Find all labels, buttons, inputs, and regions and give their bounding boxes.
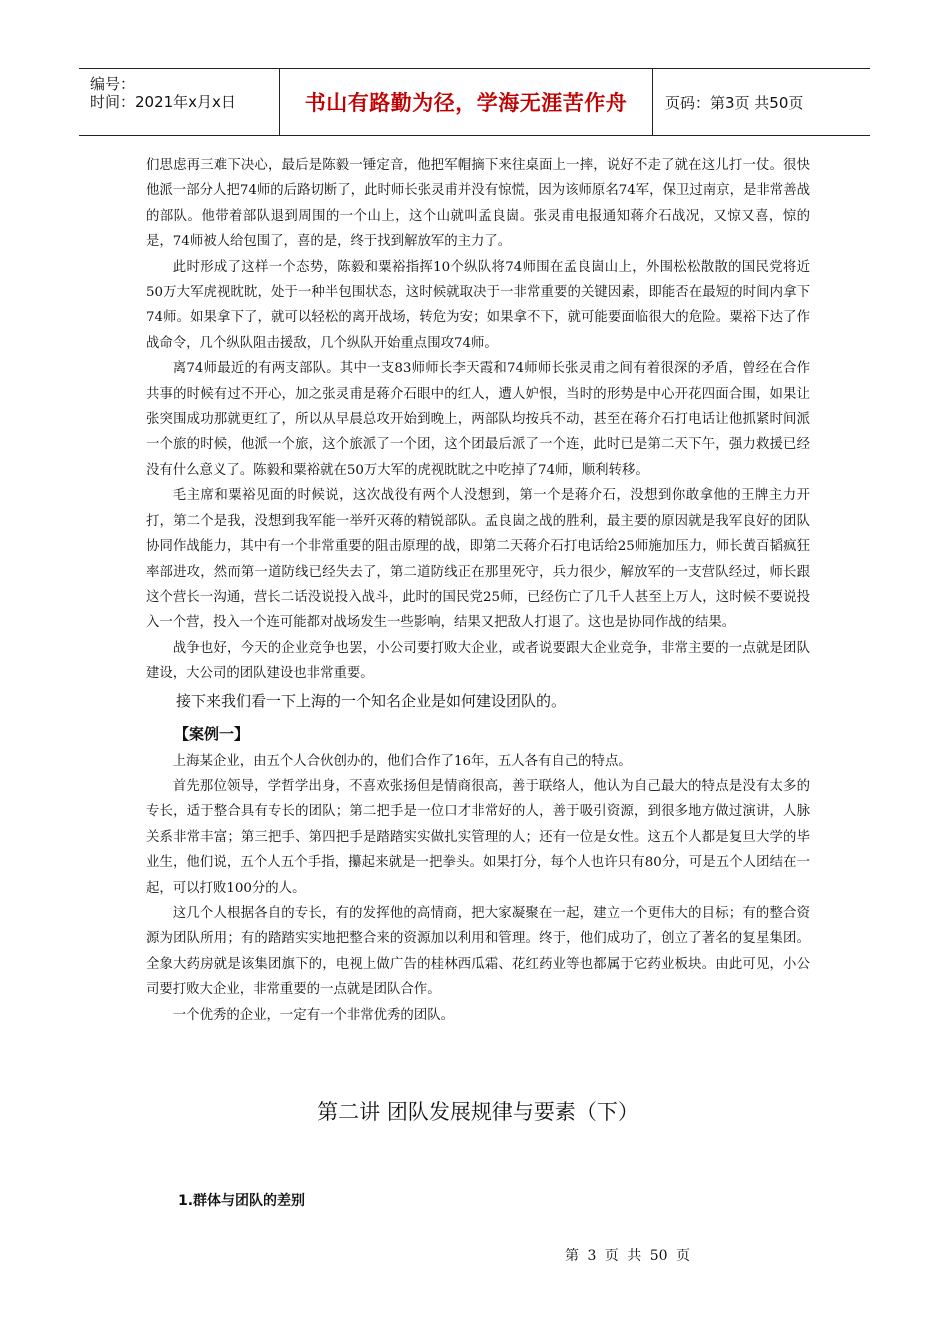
header-page-info: 页码：第3页 共50页 bbox=[665, 93, 804, 112]
body-paragraph: 们思虑再三难下决心，最后是陈毅一锤定音，他把军帽摘下来往桌面上一摔，说好不走了就在这儿打一仗。很快他派一部分人把74师的后路切断了，此时师长张灵甫并没有惊慌，因为该师原名74军，保卫过南京，是非常善战的部队。他带着部队退到周围的一个山上，这个山就叫孟良崮。张灵甫电报通知蒋介石战况，又惊又喜，惊的是，74师被人给包围了，喜的是，终于找到解放军的主力了。 bbox=[146, 158, 810, 250]
header-table bbox=[79, 68, 870, 136]
document-body bbox=[146, 153, 810, 1028]
body-paragraph: 此时形成了这样一个态势，陈毅和粟裕指挥10个纵队将74师围在孟良崮山上，外围松松散散的国民党将近50万大军虎视眈眈，处于一种半包围状态，这时候就取决于一非常重要的关键因素，即能否在最短的时间内拿下74师。如果拿下了，就可以轻松的离开战场，转危为安；如果拿不下，就可能要面临很大的危险。粟裕下达了作战命令，几个纵队阻击援敌，几个纵队开始重点围攻74师。 bbox=[146, 259, 810, 351]
case-paragraph: 一个优秀的企业，一定有一个非常优秀的团队。 bbox=[172, 1007, 454, 1023]
number-label: 编号： bbox=[90, 75, 136, 93]
body-paragraph: 战争也好，今天的企业竞争也罢，小公司要打败大企业，或者说要跟大企业竞争，非常主要的一点就是团队建设，大公司的团队建设也非常重要。 bbox=[146, 640, 810, 682]
lecture-title: 第二讲 团队发展规律与要素（下） bbox=[317, 1100, 639, 1124]
case-paragraph: 首先那位领导，学哲学出身，不喜欢张扬但是情商很高，善于联络人，他认为自己最大的特点是没有太多的专长，适于整合具有专长的团队；第二把手是一位口才非常好的人，善于吸引资源，到很多地方做过演讲，人脉关系非常丰富；第三把手、第四把手是踏踏实实做扎实管理的人；还有一位是女性。这五个人都是复旦大学的毕业生，他们说，五个人五个手指，攥起来就是一把拳头。如果打分，每个人也许只有80分，可是五个人团结在一起，可以打败100分的人。 bbox=[146, 778, 810, 896]
case-title: 【案例一】 bbox=[174, 724, 250, 743]
header-left-cell bbox=[79, 69, 280, 135]
header-motto: 书山有路勤为径，学海无涯苦作舟 bbox=[280, 69, 653, 135]
body-paragraph: 离74师最近的有两支部队。其中一支83师师长李天霞和74师师长张灵甫之间有着很深的矛盾，曾经在合作共事的时候有过不开心，加之张灵甫是蒋介石眼中的红人，遭人妒恨，当时的形势是中心开花四面合围，如果让张突围成功那就更红了，所以从早晨总攻开始到晚上，两部队均按兵不动，甚至在蒋介石打电话让他抓紧时间派一个旅的时候，他派一个旅，这个旅派了一个团，这个团最后派了一个连，此时已是第二天下午，强力救援已经没有什么意义了。陈毅和粟裕就在50万大军的虎视眈眈之中吃掉了74师，顺利转移。 bbox=[146, 361, 810, 478]
time-label: 时间：2021年x月x日 bbox=[90, 93, 236, 111]
body-paragraph: 毛主席和粟裕见面的时候说，这次战役有两个人没想到，第一个是蒋介石，没想到你敢拿他的王牌主力开打，第二个是我，没想到我军能一举歼灭蒋的精锐部队。孟良崮之战的胜利，最主要的原因就是我军良好的团队协同作战能力，其中有一个非常重要的阻击原理的战，即第二天蒋介石打电话给25师施加压力，师长黄百韬疯狂率部进攻，然而第一道防线已经失去了，第二道防线正在那里死守，兵力很少，解放军的一支营队经过，师长跟这个营长一沟通，营长二话没说投入战斗，此时的国民党25师，已经伤亡了几千人甚至上万人，这时候不要说投入一个营，投入一个连可能都对战场发生一些影响，结果又把敌人打退了。这也是协同作战的结果。 bbox=[146, 488, 810, 631]
case-paragraph: 这几个人根据各自的专长，有的发挥他的高情商，把大家凝聚在一起，建立一个更伟大的目标；有的整合资源为团队所用；有的踏踏实实地把整合来的资源加以利用和管理。终于，他们成功了，创立了著名的复星集团。全象大药房就是该集团旗下的，电视上做广告的桂林西瓜霜、花红药业等也都属于它药业板块。由此可见，小公司要打败大企业，非常重要的一点就是团队合作。 bbox=[146, 905, 810, 998]
page-footer: 第 3 页 共 50 页 bbox=[565, 1248, 690, 1264]
section-title: 1.群体与团队的差别 bbox=[178, 1193, 306, 1209]
case-paragraph: 上海某企业，由五个人合伙创办的，他们合作了16年，五人各有自己的特点。 bbox=[172, 753, 632, 769]
transition-paragraph: 接下来我们看一下上海的一个知名企业是如何建设团队的。 bbox=[176, 691, 567, 710]
